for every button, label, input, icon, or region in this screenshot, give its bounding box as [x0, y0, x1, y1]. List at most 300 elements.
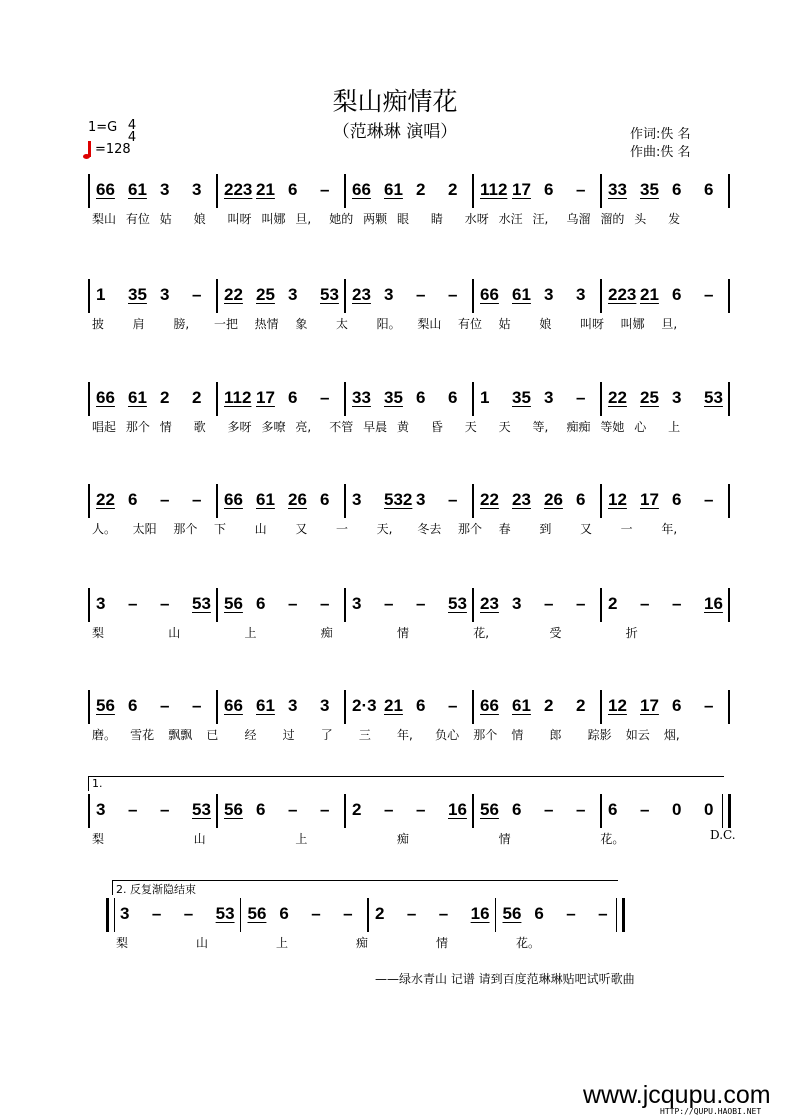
lyric: 叫娜	[620, 317, 645, 331]
lyric: 太阳	[132, 522, 157, 536]
dash-extension: –	[160, 800, 170, 819]
lyric: 已	[206, 728, 219, 742]
note: 53	[448, 594, 467, 613]
note: 6	[448, 388, 458, 407]
note: 3	[288, 285, 298, 304]
barline	[344, 794, 346, 828]
barline	[344, 174, 346, 208]
note: 56	[502, 904, 522, 923]
lyric: 年,	[397, 728, 413, 742]
note: 17	[640, 490, 659, 509]
note: 22	[608, 388, 627, 407]
barline	[216, 382, 218, 416]
barline	[472, 588, 474, 622]
barline	[216, 690, 218, 724]
note: 112	[224, 388, 252, 407]
note: 1	[480, 388, 490, 407]
lyric: 梨山	[417, 317, 442, 331]
note: 6	[279, 904, 289, 923]
note: 1	[96, 285, 106, 304]
barline	[472, 484, 474, 518]
note: 16	[448, 800, 467, 819]
final-barline	[616, 898, 625, 932]
note-row	[88, 800, 728, 826]
lyric: 肩	[132, 317, 145, 331]
lyric: 郎	[549, 728, 562, 742]
lyric: 水呀	[464, 212, 489, 226]
lyric: 梨	[92, 832, 105, 846]
note: 2	[375, 904, 385, 923]
lyric: 花,	[473, 626, 490, 640]
barline	[88, 794, 90, 828]
dash-extension: –	[384, 594, 394, 613]
note: 22	[96, 490, 115, 509]
note: 25	[640, 388, 659, 407]
lyric: 踪影	[587, 728, 612, 742]
lyric: 热情	[254, 317, 279, 331]
note: 35	[512, 388, 531, 407]
lyric: 早晨	[363, 420, 388, 434]
barline	[600, 690, 602, 724]
dash-extension: –	[343, 904, 353, 923]
barline	[495, 898, 497, 932]
lyric: 雪花	[130, 728, 155, 742]
lyric: 阳。	[376, 317, 401, 331]
barline	[367, 898, 369, 932]
dash-extension: –	[704, 696, 714, 715]
performer-subtitle: （范琳琳 演唱）	[332, 122, 458, 142]
lyric: 春	[498, 522, 511, 536]
lyric: 上	[668, 420, 681, 434]
note: 53	[215, 904, 235, 923]
note: 17	[640, 696, 659, 715]
note: 12	[608, 696, 627, 715]
dash-extension: –	[566, 904, 576, 923]
note: 3	[160, 180, 170, 199]
note: 22	[224, 285, 243, 304]
lyric: 太	[336, 317, 349, 331]
lyric: 叫呀	[580, 317, 605, 331]
lyric: 水汪	[498, 212, 523, 226]
note: 6	[608, 800, 618, 819]
dash-extension: –	[416, 800, 426, 819]
note-row	[88, 180, 728, 206]
note-row	[88, 490, 728, 516]
dash-extension: –	[160, 490, 170, 509]
note: 66	[224, 696, 243, 715]
note: 3	[96, 800, 106, 819]
lyric-row	[88, 726, 728, 744]
dash-extension: –	[448, 285, 458, 304]
note: 6	[512, 800, 522, 819]
note: 6	[256, 800, 266, 819]
note: 56	[224, 800, 243, 819]
lyric: 痴	[356, 936, 369, 950]
note: 35	[128, 285, 147, 304]
lyric-row	[112, 934, 622, 952]
note: 3	[192, 180, 202, 199]
lyric: 折	[625, 626, 638, 640]
lyric: 天	[464, 420, 477, 434]
note: 6	[544, 180, 554, 199]
lyric: 叫呀	[227, 212, 252, 226]
lyric: 姑	[498, 317, 511, 331]
note: 12	[608, 490, 627, 509]
lyric: 上	[244, 626, 257, 640]
final-barline	[722, 794, 731, 828]
barline	[88, 382, 90, 416]
song-title: 梨山痴情花	[332, 87, 458, 116]
lyric: 旦,	[295, 212, 312, 226]
note: 66	[352, 180, 371, 199]
note: 6	[672, 285, 682, 304]
lyric: 那个	[458, 522, 483, 536]
dash-extension: –	[448, 696, 458, 715]
note: 3	[576, 285, 586, 304]
note: 6	[288, 388, 298, 407]
note: 33	[352, 388, 371, 407]
dash-extension: –	[320, 800, 330, 819]
note: 6	[672, 490, 682, 509]
barline	[472, 174, 474, 208]
lyric: 叫娜	[261, 212, 286, 226]
lyric: 一	[336, 522, 349, 536]
barline	[600, 279, 602, 313]
note: 56	[480, 800, 499, 819]
lyric: 梨山	[92, 212, 117, 226]
lyric: 溜的	[600, 212, 625, 226]
note: 66	[96, 388, 115, 407]
note: 2	[448, 180, 458, 199]
dash-extension: –	[672, 594, 682, 613]
barline	[344, 588, 346, 622]
lyric: 旦,	[661, 317, 678, 331]
note: 66	[96, 180, 115, 199]
lyric: 一把	[214, 317, 239, 331]
barline	[728, 484, 730, 518]
note: 22	[480, 490, 499, 509]
barline	[728, 382, 730, 416]
dash-extension: –	[320, 388, 330, 407]
note: 35	[384, 388, 403, 407]
note: 56	[96, 696, 115, 715]
lyric: 上	[295, 832, 308, 846]
note: 16	[704, 594, 723, 613]
lyric: 有位	[125, 212, 150, 226]
note: 56	[224, 594, 243, 613]
note: 53	[320, 285, 339, 304]
dash-extension: –	[183, 904, 194, 923]
time-bottom: 4	[127, 130, 137, 145]
dash-extension: –	[160, 594, 170, 613]
lyric: 发	[668, 212, 681, 226]
watermark-url: HTTP://QUPU.HAOBI.NET	[660, 1107, 762, 1116]
time-signature	[124, 120, 140, 144]
barline	[600, 382, 602, 416]
note: 61	[128, 180, 147, 199]
note: 3	[544, 285, 554, 304]
barline	[88, 484, 90, 518]
note: 6	[320, 490, 330, 509]
barline	[216, 174, 218, 208]
lyric: 有位	[458, 317, 483, 331]
barline	[216, 588, 218, 622]
dash-extension: –	[192, 696, 202, 715]
da-capo-mark: D.C.	[710, 828, 736, 842]
barline	[240, 898, 242, 932]
lyric: 多嘹	[261, 420, 286, 434]
lyric: 膀,	[173, 317, 190, 331]
dash-extension: –	[288, 800, 298, 819]
composer: 作曲:佚 名	[630, 145, 691, 160]
lyric: 披	[92, 317, 105, 331]
volta-bracket: 2. 反复渐隐结束	[112, 880, 618, 895]
note: 56	[247, 904, 267, 923]
note: 6	[672, 696, 682, 715]
note-row	[112, 904, 622, 930]
lyric: 了	[320, 728, 333, 742]
key-signature-block	[88, 118, 137, 157]
barline	[472, 794, 474, 828]
note: 6	[704, 180, 714, 199]
note: 2	[352, 800, 362, 819]
lyric: 天,	[376, 522, 393, 536]
dash-extension: –	[576, 800, 586, 819]
note: 26	[544, 490, 563, 509]
note: 35	[640, 180, 659, 199]
note: 17	[256, 388, 275, 407]
lyric: 痴	[320, 626, 333, 640]
note: 3	[672, 388, 682, 407]
dash-extension: –	[192, 490, 202, 509]
barline	[472, 690, 474, 724]
dash-extension: –	[704, 490, 714, 509]
note: 6	[128, 696, 138, 715]
dash-extension: –	[640, 800, 650, 819]
lyric: 情	[436, 936, 449, 950]
lyric: 梨	[116, 936, 129, 950]
lyric: 下	[214, 522, 227, 536]
lyric: 山	[168, 626, 181, 640]
lyric: 负心	[435, 728, 460, 742]
lyric: 娘	[193, 212, 206, 226]
lyric: 那个	[125, 420, 150, 434]
lyric: 磨。	[92, 728, 117, 742]
dash-extension: –	[288, 594, 298, 613]
note: 33	[608, 180, 627, 199]
note: 223	[224, 180, 253, 199]
note: 3	[416, 490, 426, 509]
note: 6	[416, 388, 426, 407]
note: 66	[480, 285, 499, 304]
dash-extension: –	[438, 904, 449, 923]
barline	[600, 588, 602, 622]
note: 3	[288, 696, 298, 715]
note: 26	[288, 490, 307, 509]
dash-extension: –	[576, 180, 586, 199]
lyric: 天	[498, 420, 511, 434]
repeat-start-bar	[106, 898, 115, 932]
note: 2	[192, 388, 202, 407]
note: 6	[256, 594, 266, 613]
lyric: 黄	[397, 420, 410, 434]
lyric: 又	[580, 522, 593, 536]
barline	[472, 279, 474, 313]
barline	[88, 588, 90, 622]
note: 3	[320, 696, 330, 715]
note: 6	[128, 490, 138, 509]
quarter-note-icon	[88, 141, 91, 157]
lyric: 乌溜	[566, 212, 591, 226]
barline	[344, 484, 346, 518]
note: 3	[544, 388, 554, 407]
watermark: www.jcqupu.com	[583, 1081, 771, 1109]
dash-extension: –	[320, 180, 330, 199]
dash-extension: –	[416, 285, 426, 304]
dash-extension: –	[576, 594, 586, 613]
barline	[216, 484, 218, 518]
lyric: 人。	[92, 522, 117, 536]
lyric-row	[88, 624, 728, 642]
barline	[88, 690, 90, 724]
note: 61	[256, 696, 275, 715]
note: 6	[576, 490, 586, 509]
note: 53	[704, 388, 723, 407]
tempo-mark: =128	[95, 142, 131, 157]
dash-extension: –	[640, 594, 650, 613]
lyric: 情	[511, 728, 524, 742]
lyric: 烟,	[663, 728, 680, 742]
lyric: 唱起	[92, 420, 117, 434]
key-signature: 1=G	[88, 120, 118, 135]
lyric: 花。	[516, 936, 541, 950]
note: 3	[96, 594, 106, 613]
note-row	[88, 696, 728, 722]
barline	[600, 174, 602, 208]
note: 2	[544, 696, 554, 715]
note-row	[88, 388, 728, 414]
dash-extension: –	[128, 594, 138, 613]
lyric: 痴	[397, 832, 410, 846]
lyric: 飘飘	[168, 728, 193, 742]
lyric: 上	[276, 936, 289, 950]
lyric: 等,	[532, 420, 549, 434]
volta-bracket: 1.	[88, 776, 724, 791]
lyric-row	[88, 315, 728, 333]
time-top: 4	[127, 118, 137, 133]
note: 3	[512, 594, 522, 613]
lyric: 花。	[600, 832, 625, 846]
dash-extension: –	[416, 594, 426, 613]
note: 16	[470, 904, 490, 923]
barline	[600, 484, 602, 518]
note: 3	[160, 285, 170, 304]
note-row	[88, 285, 728, 311]
dash-extension: –	[151, 904, 162, 923]
note: 61	[128, 388, 147, 407]
note: 223	[608, 285, 637, 304]
note: 25	[256, 285, 275, 304]
note: 23	[352, 285, 371, 304]
barline	[216, 279, 218, 313]
note: 112	[480, 180, 508, 199]
note: 61	[256, 490, 275, 509]
lyric: 三	[358, 728, 371, 742]
barline	[344, 382, 346, 416]
dash-extension: –	[128, 800, 138, 819]
barline	[216, 794, 218, 828]
note: 6	[288, 180, 298, 199]
lyric: 歌	[193, 420, 206, 434]
dash-extension: –	[311, 904, 321, 923]
lyric: 不管	[329, 420, 354, 434]
lyric: 冬去	[417, 522, 442, 536]
lyric: 受	[549, 626, 562, 640]
lyric: 眼	[397, 212, 410, 226]
note: 21	[384, 696, 403, 715]
lyric: 情	[498, 832, 511, 846]
transcriber-note: ——绿水青山 记谱 请到百度范琳琳贴吧试听歌曲	[375, 972, 635, 986]
lyric: 等她	[600, 420, 625, 434]
note: 6	[534, 904, 544, 923]
note: 6	[416, 696, 426, 715]
dash-extension: –	[448, 490, 458, 509]
lyric: 那个	[473, 728, 498, 742]
lyric: 一	[620, 522, 633, 536]
barline	[600, 794, 602, 828]
note: 66	[224, 490, 243, 509]
lyric: 山	[193, 832, 206, 846]
note: 2·3	[352, 696, 377, 715]
note: 0	[704, 800, 714, 819]
note: 3	[120, 904, 130, 923]
note: 2	[608, 594, 618, 613]
barline	[344, 279, 346, 313]
dash-extension: –	[192, 285, 202, 304]
dash-extension: –	[598, 904, 608, 923]
lyric-row	[88, 830, 728, 848]
lyric: 年,	[661, 522, 678, 536]
lyric: 她的	[329, 212, 354, 226]
dash-extension: –	[704, 285, 714, 304]
barline	[728, 690, 730, 724]
barline	[88, 174, 90, 208]
note: 3	[384, 285, 394, 304]
lyric: 姑	[159, 212, 172, 226]
note: 23	[512, 490, 531, 509]
lyric-row	[88, 418, 728, 436]
lyric: 亮,	[295, 420, 312, 434]
lyric: 心	[634, 420, 647, 434]
lyricist: 作词:佚 名	[630, 127, 691, 142]
lyric: 昏	[430, 420, 443, 434]
lyric: 头	[634, 212, 647, 226]
lyric: 汪,	[532, 212, 549, 226]
note: 21	[256, 180, 275, 199]
note: 53	[192, 594, 211, 613]
note: 2	[160, 388, 170, 407]
note: 3	[352, 594, 362, 613]
lyric-row	[88, 210, 728, 228]
lyric: 山	[254, 522, 267, 536]
lyric: 过	[282, 728, 295, 742]
note: 2	[576, 696, 586, 715]
dash-extension: –	[160, 696, 170, 715]
note: 61	[384, 180, 403, 199]
lyric: 象	[295, 317, 308, 331]
lyric: 情	[159, 420, 172, 434]
lyric: 情	[397, 626, 410, 640]
